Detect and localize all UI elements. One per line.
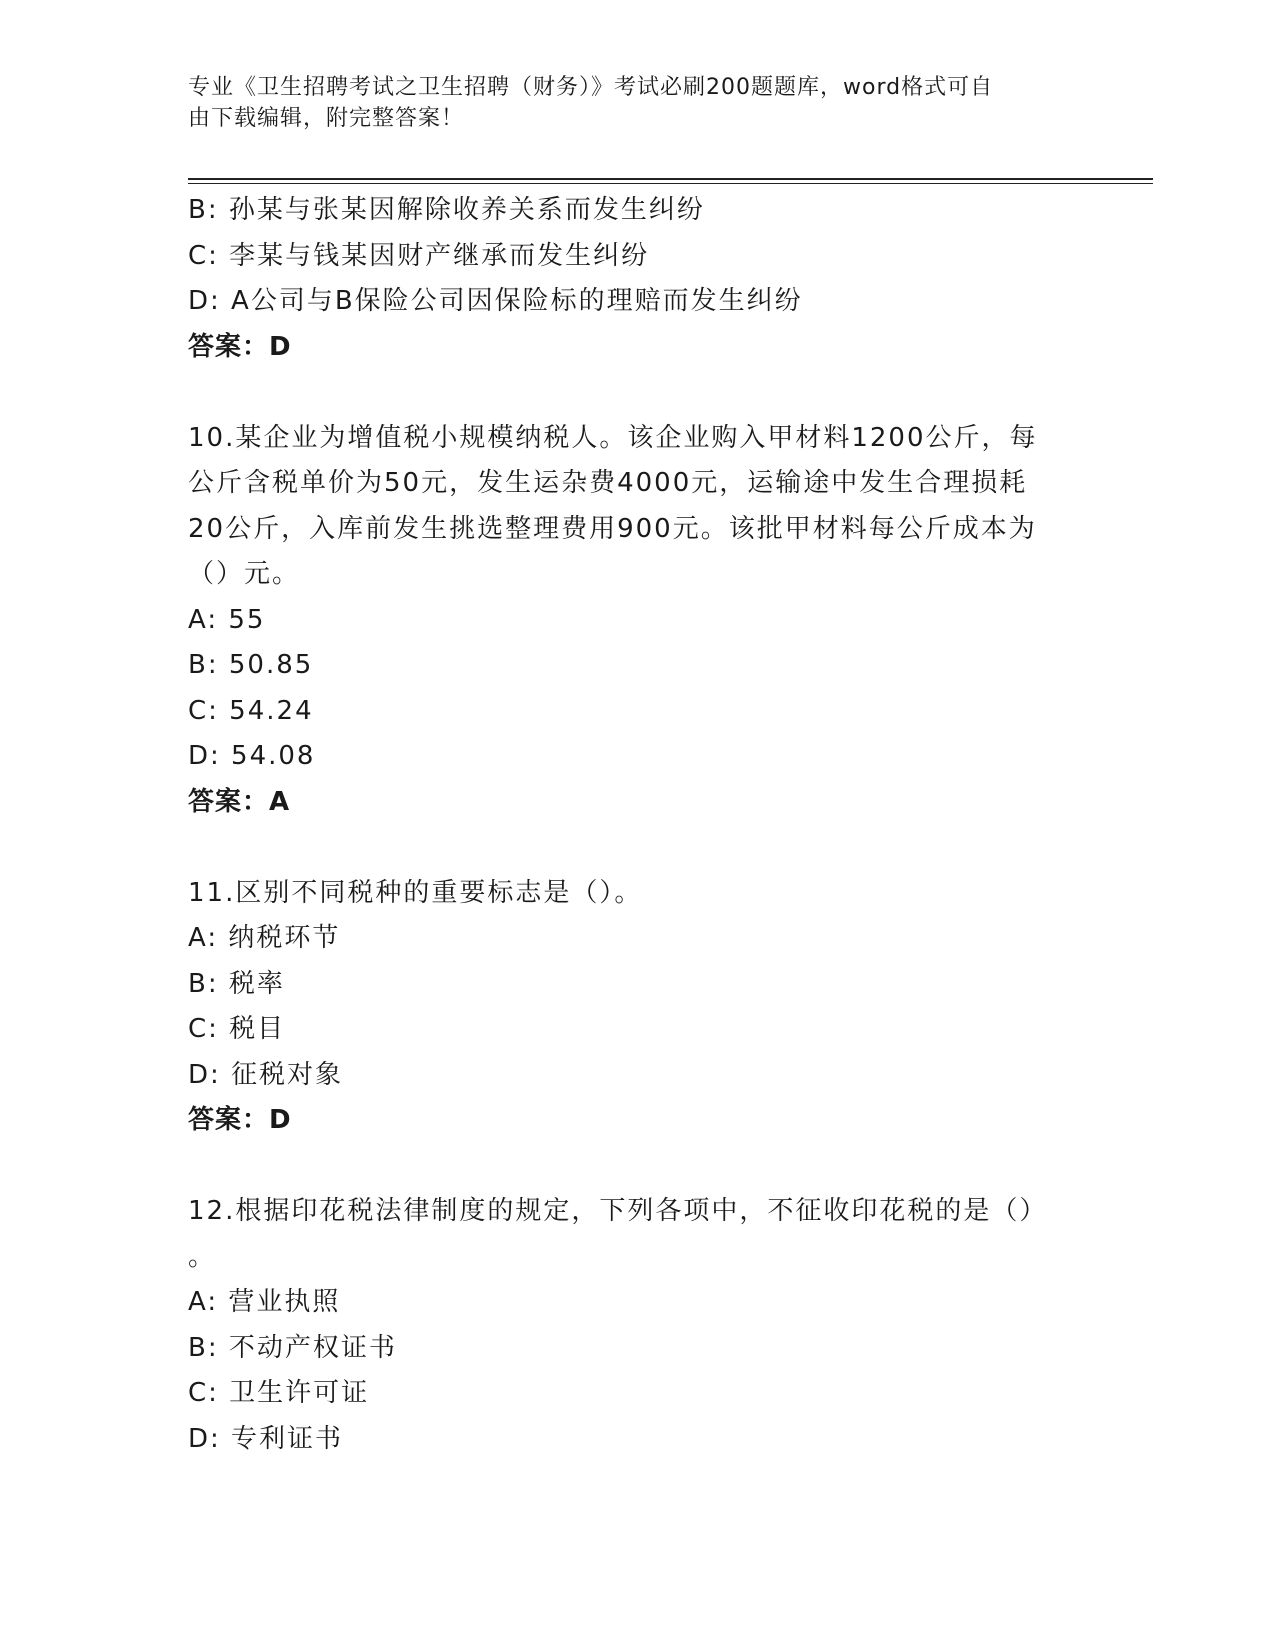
question-stem-line: 10.某企业为增值税小规模纳税人。该企业购入甲材料1200公斤，每	[188, 422, 1038, 453]
option-c: C: 税目	[188, 1014, 286, 1044]
header-divider-thin	[188, 183, 1153, 184]
question-block-11	[188, 871, 1068, 1144]
header-line-2: 由下载编辑，附完整答案！	[188, 106, 465, 131]
question-block-12	[188, 1189, 1068, 1462]
option-c: C: 54.24	[188, 695, 314, 726]
option-a: A: 营业执照	[188, 1287, 341, 1317]
question-stem-line: （）元。	[188, 559, 301, 589]
question-stem-line: 12.根据印花税法律制度的规定，下列各项中，不征收印花税的是（）	[188, 1196, 1048, 1226]
question-block-9	[188, 188, 1068, 370]
option-b: B: 孙某与张某因解除收养关系而发生纠纷	[188, 195, 705, 225]
option-b: B: 税率	[188, 968, 285, 999]
option-c: C: 卫生许可证	[188, 1378, 370, 1408]
option-b: B: 不动产权证书	[188, 1332, 397, 1363]
document-header	[188, 72, 1068, 134]
header-line-1: 专业《卫生招聘考试之卫生招聘（财务）》考试必刷200题题库，word格式可自	[188, 75, 994, 100]
spacer	[188, 825, 1068, 871]
answer-label: 答案：D	[188, 1105, 292, 1135]
option-a: A: 55	[188, 604, 266, 635]
question-stem-line: 公斤含税单价为50元，发生运杂费4000元，运输途中发生合理损耗	[188, 468, 1028, 498]
question-stem-line: 。	[188, 1241, 217, 1272]
spacer	[188, 1144, 1068, 1190]
question-list	[188, 188, 1068, 1462]
option-d: D: 征税对象	[188, 1059, 344, 1090]
option-d: D: A公司与B保险公司因保险标的理赔而发生纠纷	[188, 286, 803, 316]
answer-label: 答案：D	[188, 331, 292, 362]
option-d: D: 专利证书	[188, 1423, 344, 1454]
spacer	[188, 370, 1068, 416]
question-stem-line: 11.区别不同税种的重要标志是（）。	[188, 877, 643, 908]
option-c: C: 李某与钱某因财产继承而发生纠纷	[188, 240, 650, 271]
answer-label: 答案：A	[188, 786, 291, 817]
option-d: D: 54.08	[188, 741, 316, 771]
question-stem-line: 20公斤，入库前发生挑选整理费用900元。该批甲材料每公斤成本为	[188, 513, 1037, 544]
option-a: A: 纳税环节	[188, 923, 341, 953]
header-divider-thick	[188, 178, 1153, 180]
question-block-10	[188, 416, 1068, 826]
option-b: B: 50.85	[188, 650, 314, 680]
